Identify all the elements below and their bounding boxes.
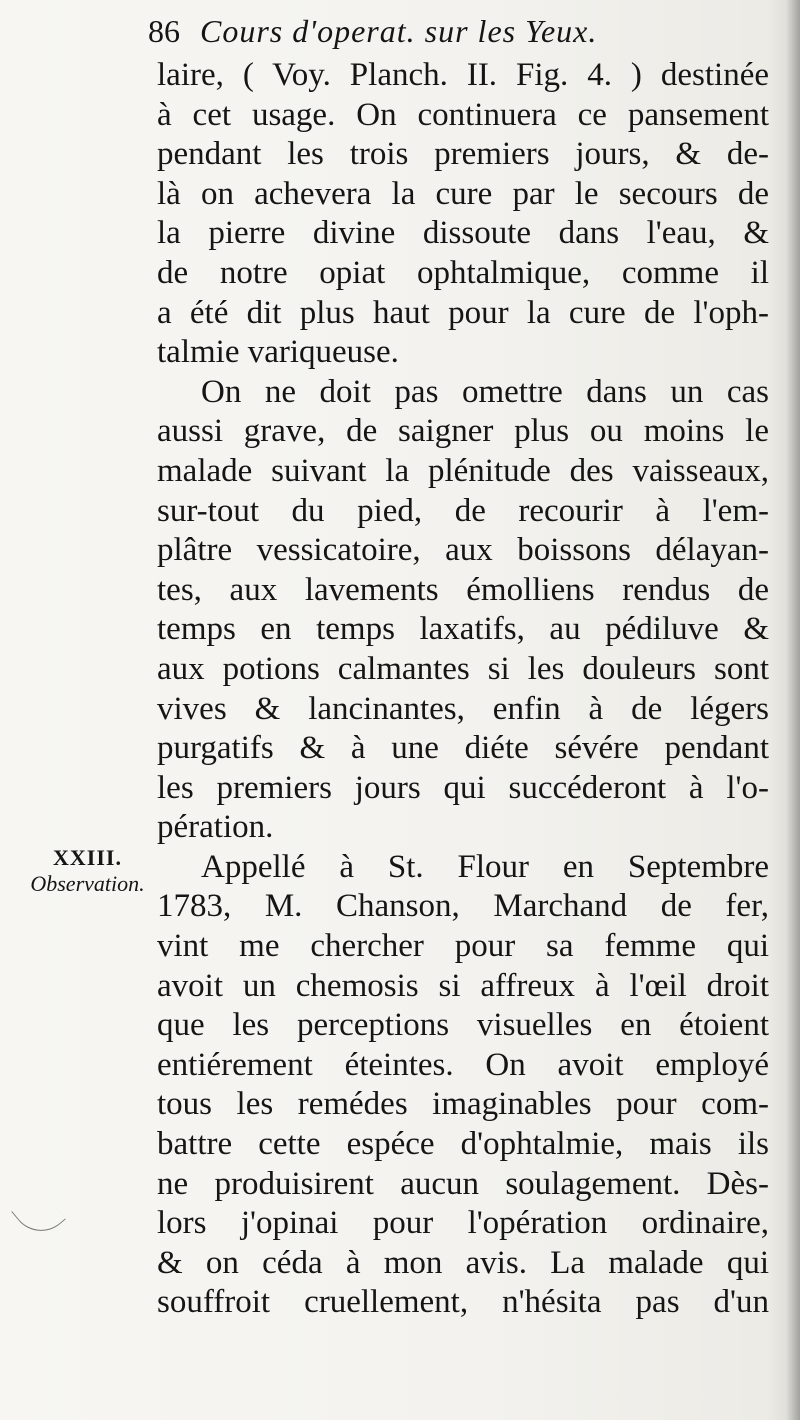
text-line: purgatifs & à une diéte sévére pendant bbox=[157, 730, 769, 767]
text-line: pendant les trois premiers jours, & de- bbox=[157, 136, 769, 173]
text-line: souffroit cruellement, n'hésita pas d'un bbox=[157, 1284, 769, 1321]
body-text bbox=[157, 56, 769, 1323]
running-title: Cours d'operat. sur les Yeux. bbox=[200, 13, 598, 49]
paragraph-start: On ne doit pas omettre dans un cas bbox=[201, 373, 769, 410]
text-line: a été dit plus haut pour la cure de l'oph- bbox=[157, 294, 769, 331]
text-line: plâtre vessicatoire, aux boissons délayan- bbox=[157, 532, 769, 569]
text-line: ne produisirent aucun soulagement. Dès- bbox=[157, 1165, 769, 1202]
text-line: 1783, M. Chanson, Marchand de fer, bbox=[157, 888, 769, 925]
text-line: aux potions calmantes si les douleurs sont bbox=[157, 650, 769, 687]
ink-mark bbox=[11, 1188, 66, 1243]
text-line: laire, ( Voy. Planch. II. Fig. 4. ) destinée bbox=[157, 57, 769, 93]
text-line: avoit un chemosis si affreux à l'œil droit bbox=[157, 967, 769, 1004]
text-line: la pierre divine dissoute dans l'eau, & bbox=[157, 215, 769, 252]
observation-label: Observation. bbox=[30, 871, 145, 896]
text-line: les premiers jours qui succéderont à l'o- bbox=[157, 769, 769, 806]
text-line: sur-tout du pied, de recourir à l'em- bbox=[157, 492, 769, 529]
page-gutter-shadow bbox=[786, 0, 800, 1420]
paragraph-start: Appellé à St. Flour en Septembre bbox=[201, 848, 769, 885]
page-number: 86 bbox=[148, 13, 180, 49]
text-line: aussi grave, de saigner plus ou moins le bbox=[157, 413, 769, 450]
running-header bbox=[148, 8, 778, 54]
text-line: à cet usage. On continuera ce pansement bbox=[157, 96, 769, 133]
text-line: là on achevera la cure par le secours de bbox=[157, 175, 769, 212]
text-line: & on céda à mon avis. La malade qui bbox=[157, 1244, 769, 1281]
text-line: tous les remédes imaginables pour com- bbox=[157, 1086, 769, 1123]
text-line: de notre opiat ophtalmique, comme il bbox=[157, 254, 769, 291]
text-line: vint me chercher pour sa femme qui bbox=[157, 928, 769, 965]
text-line: pération. bbox=[157, 809, 274, 846]
text-line: tes, aux lavements émolliens rendus de bbox=[157, 571, 769, 608]
text-line: talmie variqueuse. bbox=[157, 334, 399, 371]
text-line: vives & lancinantes, enfin à de légers bbox=[157, 690, 769, 727]
text-line: que les perceptions visuelles en étoient bbox=[157, 1007, 769, 1044]
text-line: entiérement éteintes. On avoit employé bbox=[157, 1046, 769, 1083]
observation-number: XXIII. bbox=[53, 845, 122, 870]
text-line: battre cette espéce d'ophtalmie, mais ils bbox=[157, 1126, 769, 1163]
text-line: temps en temps laxatifs, au pédiluve & bbox=[157, 611, 769, 648]
text-line: malade suivant la plénitude des vaisseaux, bbox=[157, 452, 769, 489]
text-line: lors j'opinai pour l'opération ordinaire, bbox=[157, 1205, 769, 1242]
